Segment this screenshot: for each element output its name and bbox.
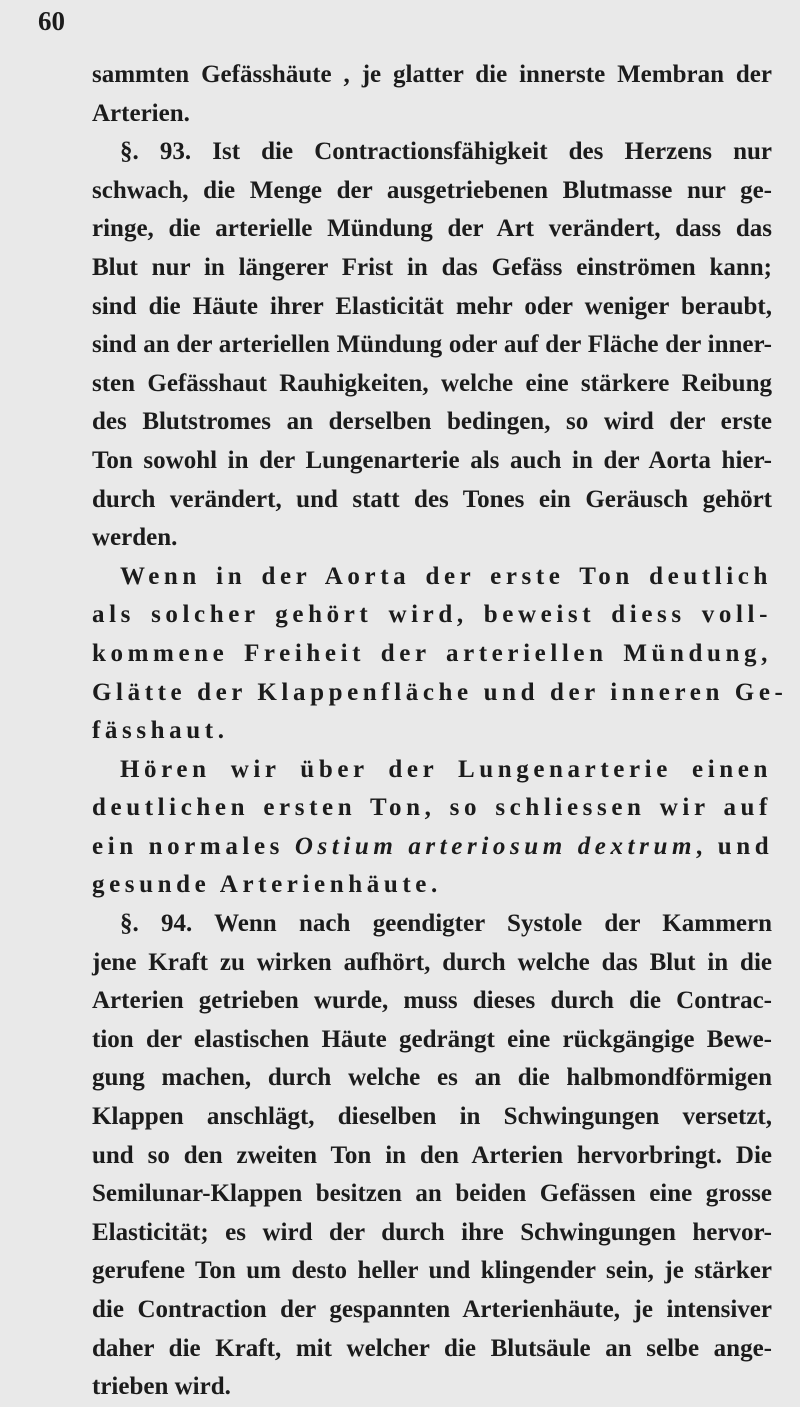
text-line: ringe, die arterielle Mündung der Art verändert, dass das xyxy=(92,215,772,243)
text-line: Arterien getrieben wurde, muss dieses durch die Contrac- xyxy=(92,987,772,1015)
text-line: sind die Häute ihrer Elasticität mehr oder weniger beraubt, xyxy=(92,292,772,320)
text-line: jene Kraft zu wirken aufhört, durch welche das Blut in die xyxy=(92,948,772,976)
spaced-statement-line: Hören wir über der Lungenarterie einen xyxy=(120,755,772,783)
text-line: Semilunar-Klappen besitzen an beiden Gefässen eine grosse xyxy=(92,1180,772,1208)
paragraph-94-start: §. 94. Wenn nach geendigter Systole der Kammern xyxy=(120,910,772,938)
spaced-statement-line: deutlichen ersten Ton, so schliessen wir auf xyxy=(92,794,772,822)
paragraph-93-start: §. 93. Ist die Contractionsfähigkeit des Herzens nur xyxy=(120,138,772,166)
text-line: Klappen anschlägt, dieselben in Schwingungen versetzt, xyxy=(92,1103,772,1131)
body-text xyxy=(92,56,788,1407)
text-line: Elasticität; es wird der durch ihre Schwingungen hervor- xyxy=(92,1218,772,1246)
latin-term: Ostium arteriosum dextrum xyxy=(294,832,697,860)
spaced-statement-line: fässhaut. xyxy=(92,717,229,745)
text-line: gung machen, durch welche es an die halbmondförmigen xyxy=(92,1064,772,1092)
spaced-statement-line: kommene Freiheit der arteriellen Mündung, xyxy=(92,639,772,667)
text-line: und so den zweiten Ton in den Arterien hervorbringt. Die xyxy=(92,1141,772,1169)
text-segment: , und xyxy=(696,832,774,860)
text-line: trieben wird. xyxy=(92,1373,231,1401)
text-line: tion der elastischen Häute gedrängt eine rückgängige Bewe- xyxy=(92,1025,772,1053)
text-line: Blut nur in längerer Frist in das Gefäss einströmen kann; xyxy=(92,253,772,281)
text-line: durch verändert, und statt des Tones ein Geräusch gehört xyxy=(92,485,772,513)
text-line: sammten Gefässhäute , je glatter die innerste Membran der xyxy=(92,61,772,88)
text-segment: ein normales xyxy=(92,832,295,860)
spaced-statement-line: Wenn in der Aorta der erste Ton deutlich xyxy=(120,562,772,590)
text-line: Ton sowohl in der Lungenarterie als auch in der Aorta hier- xyxy=(92,446,772,474)
text-line: werden. xyxy=(92,524,178,552)
text-line: die Contraction der gespannten Arterienhäute, je intensiver xyxy=(92,1296,772,1323)
spaced-statement-line: als solcher gehört wird, beweist diess voll- xyxy=(92,601,772,629)
text-line: gerufene Ton um desto heller und klingender sein, je stärker xyxy=(92,1257,772,1285)
page-number: 60 xyxy=(38,6,65,36)
spaced-statement-line: gesunde Arterienhäute. xyxy=(92,871,442,899)
text-line: des Blutstromes an derselben bedingen, so wird der erste xyxy=(92,408,772,436)
text-line: Arterien. xyxy=(92,99,190,127)
text-line: schwach, die Menge der ausgetriebenen Blutmasse nur ge- xyxy=(92,176,772,204)
spaced-statement-line: Glätte der Klappenfläche und der inneren Ge- xyxy=(92,678,788,706)
text-line: sind an der arteriellen Mündung oder auf der Fläche der inner- xyxy=(92,331,772,359)
spaced-statement-line-italic xyxy=(92,828,772,867)
text-line: sten Gefässhaut Rauhigkeiten, welche eine stärkere Reibung xyxy=(92,369,772,397)
text-line: daher die Kraft, mit welcher die Blutsäule an selbe ange- xyxy=(92,1334,772,1362)
